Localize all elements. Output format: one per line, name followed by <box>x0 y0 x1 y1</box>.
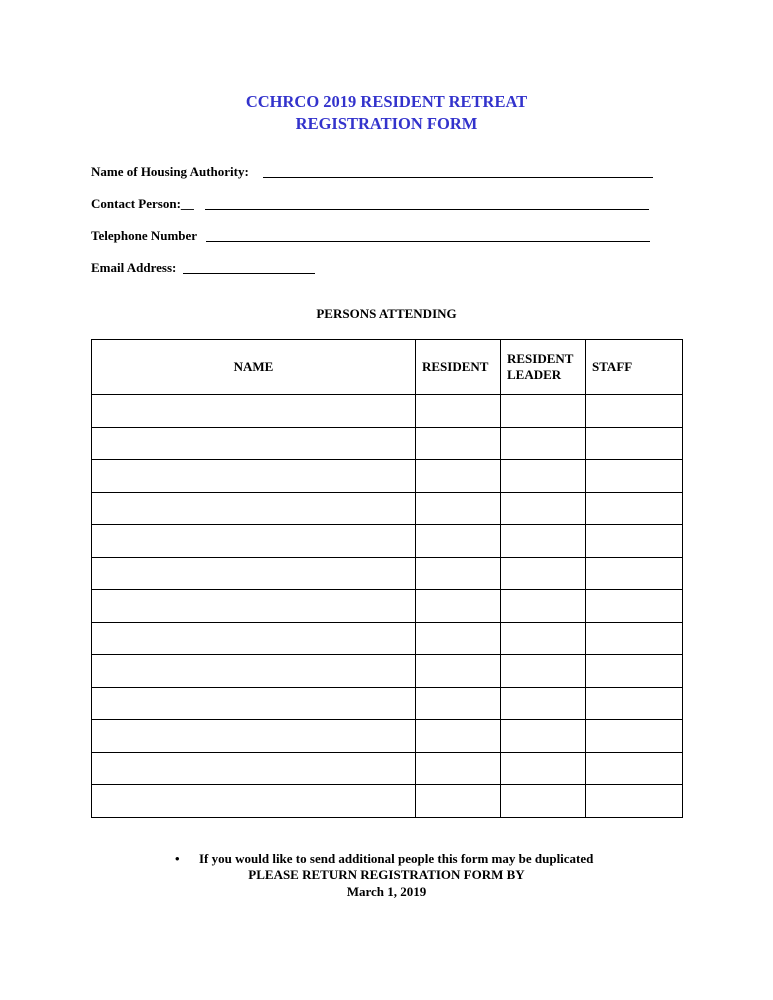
table-row <box>92 752 683 785</box>
cell-name[interactable] <box>92 752 416 785</box>
table-row <box>92 720 683 753</box>
cell-staff[interactable] <box>586 590 683 623</box>
email-label: Email Address: <box>91 260 177 275</box>
cell-resident[interactable] <box>416 622 501 655</box>
bullet-icon: • <box>175 851 180 866</box>
column-header-staff: STAFF <box>586 340 683 395</box>
table-row <box>92 492 683 525</box>
cell-resident-leader[interactable] <box>501 622 586 655</box>
contact-person-label: Contact Person:__ <box>91 196 194 211</box>
cell-name[interactable] <box>92 655 416 688</box>
cell-resident-leader[interactable] <box>501 557 586 590</box>
cell-resident-leader[interactable] <box>501 395 586 428</box>
cell-resident-leader[interactable] <box>501 590 586 623</box>
table-row <box>92 557 683 590</box>
cell-resident[interactable] <box>416 752 501 785</box>
email-field[interactable] <box>91 259 176 277</box>
cell-name[interactable] <box>92 525 416 558</box>
cell-name[interactable] <box>92 395 416 428</box>
cell-resident[interactable] <box>416 492 501 525</box>
cell-resident-leader[interactable] <box>501 785 586 818</box>
cell-name[interactable] <box>92 720 416 753</box>
cell-resident[interactable] <box>416 525 501 558</box>
cell-resident-leader[interactable] <box>501 460 586 493</box>
contact-person-blank[interactable] <box>205 209 649 210</box>
column-header-resident-leader: RESIDENT LEADER <box>501 340 586 395</box>
cell-resident[interactable] <box>416 590 501 623</box>
column-header-name: NAME <box>92 340 416 395</box>
cell-resident[interactable] <box>416 785 501 818</box>
cell-staff[interactable] <box>586 525 683 558</box>
table-row <box>92 655 683 688</box>
table-row <box>92 622 683 655</box>
cell-staff[interactable] <box>586 622 683 655</box>
table-header-row <box>92 340 683 395</box>
cell-staff[interactable] <box>586 720 683 753</box>
table-row <box>92 460 683 493</box>
cell-resident-leader[interactable] <box>501 687 586 720</box>
telephone-field[interactable] <box>91 227 197 245</box>
housing-authority-blank[interactable] <box>263 177 653 178</box>
table-row <box>92 785 683 818</box>
housing-authority-field[interactable] <box>91 163 249 181</box>
duplicate-note <box>175 851 593 867</box>
table-row <box>92 590 683 623</box>
cell-name[interactable] <box>92 785 416 818</box>
cell-staff[interactable] <box>586 752 683 785</box>
email-blank[interactable] <box>183 273 315 274</box>
cell-resident-leader[interactable] <box>501 655 586 688</box>
cell-staff[interactable] <box>586 460 683 493</box>
cell-staff[interactable] <box>586 655 683 688</box>
cell-resident-leader[interactable] <box>501 427 586 460</box>
persons-attending-table <box>91 339 683 818</box>
cell-resident[interactable] <box>416 687 501 720</box>
cell-staff[interactable] <box>586 785 683 818</box>
cell-resident[interactable] <box>416 395 501 428</box>
persons-attending-heading: PERSONS ATTENDING <box>316 306 457 321</box>
cell-staff[interactable] <box>586 395 683 428</box>
cell-resident[interactable] <box>416 655 501 688</box>
cell-name[interactable] <box>92 622 416 655</box>
contact-person-field[interactable] <box>91 195 194 213</box>
cell-name[interactable] <box>92 687 416 720</box>
housing-authority-label: Name of Housing Authority: <box>91 164 249 179</box>
cell-name[interactable] <box>92 460 416 493</box>
cell-resident-leader[interactable] <box>501 492 586 525</box>
table-row <box>92 395 683 428</box>
return-instruction: PLEASE RETURN REGISTRATION FORM BY <box>248 867 525 882</box>
cell-name[interactable] <box>92 492 416 525</box>
column-header-resident: RESIDENT <box>416 340 501 395</box>
cell-resident-leader[interactable] <box>501 720 586 753</box>
cell-name[interactable] <box>92 590 416 623</box>
duplicate-note-text: If you would like to send additional people this form may be duplicated <box>199 851 594 866</box>
cell-resident[interactable] <box>416 557 501 590</box>
cell-resident[interactable] <box>416 720 501 753</box>
telephone-label: Telephone Number <box>91 228 198 243</box>
cell-name[interactable] <box>92 557 416 590</box>
cell-name[interactable] <box>92 427 416 460</box>
cell-resident[interactable] <box>416 427 501 460</box>
table-body <box>92 395 683 818</box>
cell-resident-leader[interactable] <box>501 525 586 558</box>
form-title-line-1: CCHRCO 2019 RESIDENT RETREAT <box>245 92 528 111</box>
table-row <box>92 687 683 720</box>
cell-staff[interactable] <box>586 687 683 720</box>
form-title-line-2: REGISTRATION FORM <box>295 114 478 133</box>
table-row <box>92 525 683 558</box>
cell-resident[interactable] <box>416 460 501 493</box>
cell-resident-leader[interactable] <box>501 752 586 785</box>
cell-staff[interactable] <box>586 492 683 525</box>
return-deadline: March 1, 2019 <box>346 884 427 899</box>
cell-staff[interactable] <box>586 557 683 590</box>
cell-staff[interactable] <box>586 427 683 460</box>
telephone-blank[interactable] <box>206 241 650 242</box>
table-row <box>92 427 683 460</box>
